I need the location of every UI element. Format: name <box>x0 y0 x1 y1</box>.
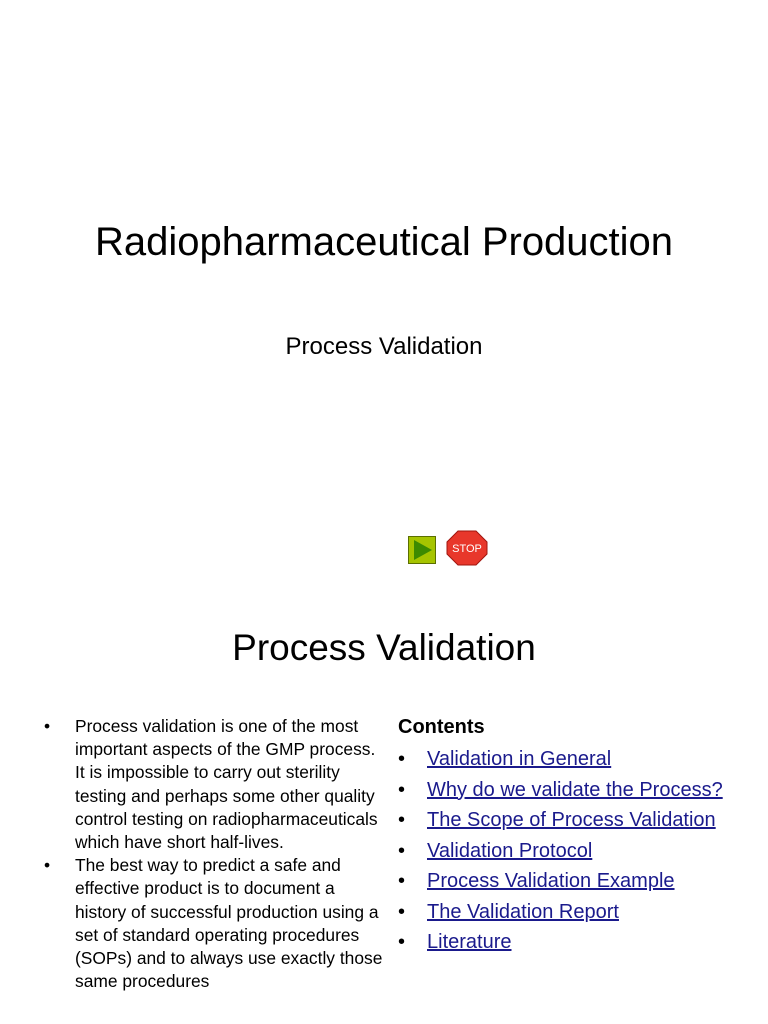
bullet-item: • The best way to predict a safe and effective product is to document a history of successful production using a set of standard operating procedures (SOPs) and to always use exactly those same procedures <box>75 854 385 993</box>
contents-link-example[interactable]: Process Validation Example <box>427 870 675 892</box>
contents-heading: Contents <box>398 716 485 738</box>
bullet-item: • Process validation is one of the most important aspects of the GMP process. It is impossible to carry out sterility testing and perhaps some other quality control testing on radiopharmaceuticals which have short half-lives. <box>75 715 385 854</box>
contents-link-validation-in-general[interactable]: Validation in General <box>427 748 612 770</box>
stop-button[interactable] <box>446 530 488 566</box>
next-slide-button[interactable] <box>408 536 436 564</box>
contents-item <box>427 929 727 955</box>
contents-link-report[interactable]: The Validation Report <box>427 900 619 923</box>
bullet-list <box>75 715 385 993</box>
contents-item <box>427 746 727 772</box>
slide1-subtitle: Process Validation <box>285 333 483 360</box>
contents-item <box>427 838 727 864</box>
contents-link-protocol[interactable]: Validation Protocol <box>427 839 593 862</box>
contents-link-why-validate[interactable]: Why do we validate the Process? <box>427 778 723 801</box>
contents-link-literature[interactable]: Literature <box>427 931 512 953</box>
stop-label: STOP <box>452 543 482 555</box>
slide2-title: Process Validation <box>232 627 536 668</box>
stop-sign-icon <box>446 530 488 566</box>
contents-item <box>427 777 727 803</box>
contents-item <box>427 868 727 894</box>
contents-item <box>427 807 727 833</box>
contents-item <box>427 899 727 925</box>
contents-list <box>427 746 727 960</box>
contents-link-scope[interactable]: The Scope of Process Validation <box>427 809 716 831</box>
slide1-title: Radiopharmaceutical Production <box>94 220 674 264</box>
play-arrow-icon <box>409 537 435 563</box>
